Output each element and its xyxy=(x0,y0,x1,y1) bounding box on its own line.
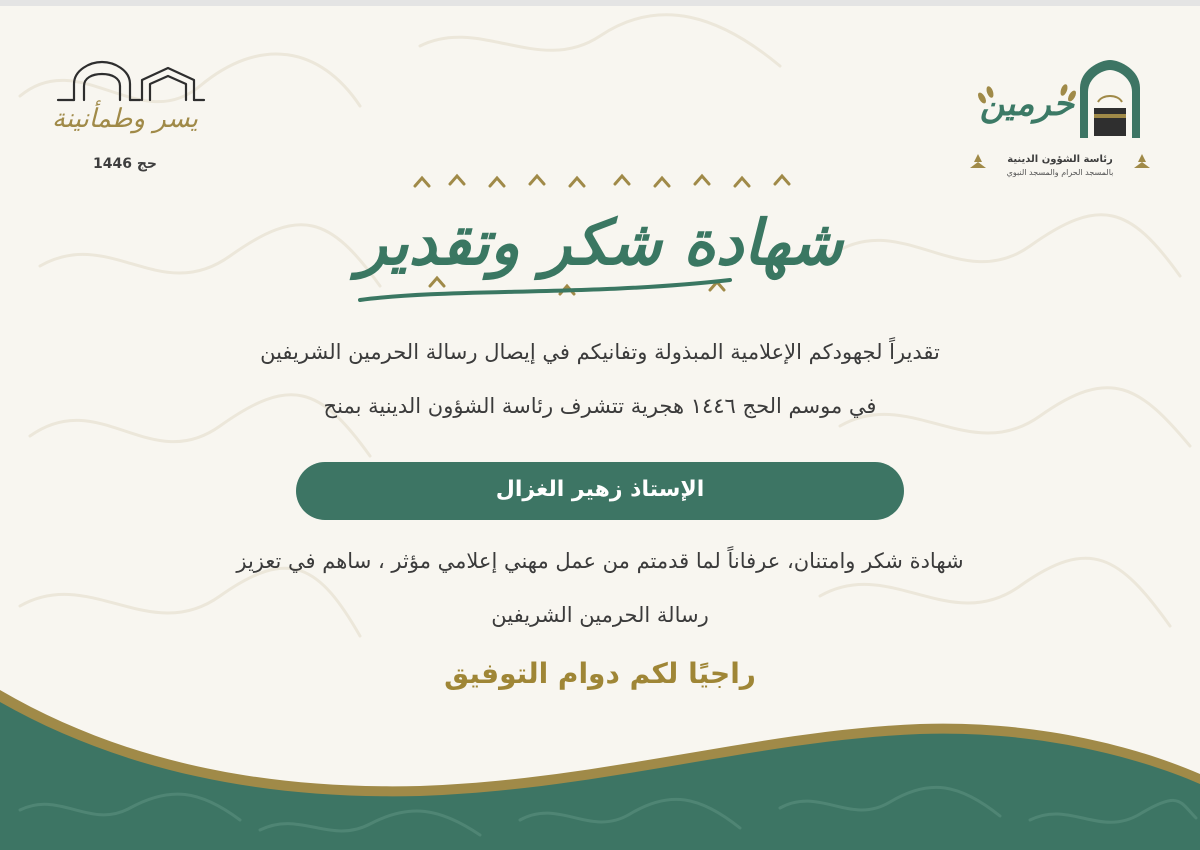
gratitude-line-1: شهادة شكر وامتنان، عرفاناً لما قدمتم من عمل مهني إعلامي مؤثر ، ساهم في تعزيز xyxy=(236,549,964,573)
organization-name: رئاسة الشؤون الدينية xyxy=(1007,154,1113,165)
certificate-title: شهادة شكر وتقدير xyxy=(357,206,843,279)
presidency-logo xyxy=(960,58,1160,188)
certificate-title-block xyxy=(330,168,870,318)
hajj-campaign-logo xyxy=(50,58,210,188)
recipient-banner xyxy=(296,462,904,520)
recipient-name: الإستاذ زهير الغزال xyxy=(495,477,705,502)
appreciation-line-1: تقديراً لجهودكم الإعلامية المبذولة وتفانيكم في إيصال رسالة الحرمين الشريفين xyxy=(260,340,940,364)
hajj-year-label: حج 1446 xyxy=(92,156,158,172)
organization-subtitle: بالمسجد الحرام والمسجد النبوي xyxy=(1006,168,1114,177)
bottom-wave-band xyxy=(0,690,1200,850)
closing-wish: راجيًا لكم دوام التوفيق xyxy=(444,657,756,690)
dome-building-icon xyxy=(50,58,210,108)
brand-name: حرمين xyxy=(979,84,1075,124)
campaign-slogan: يسر وطمأنينة xyxy=(51,104,199,134)
gratitude-line-2: رسالة الحرمين الشريفين xyxy=(491,603,709,627)
appreciation-line-2: في موسم الحج ١٤٤٦ هجرية تتشرف رئاسة الشؤون الدينية بمنح xyxy=(323,394,877,418)
